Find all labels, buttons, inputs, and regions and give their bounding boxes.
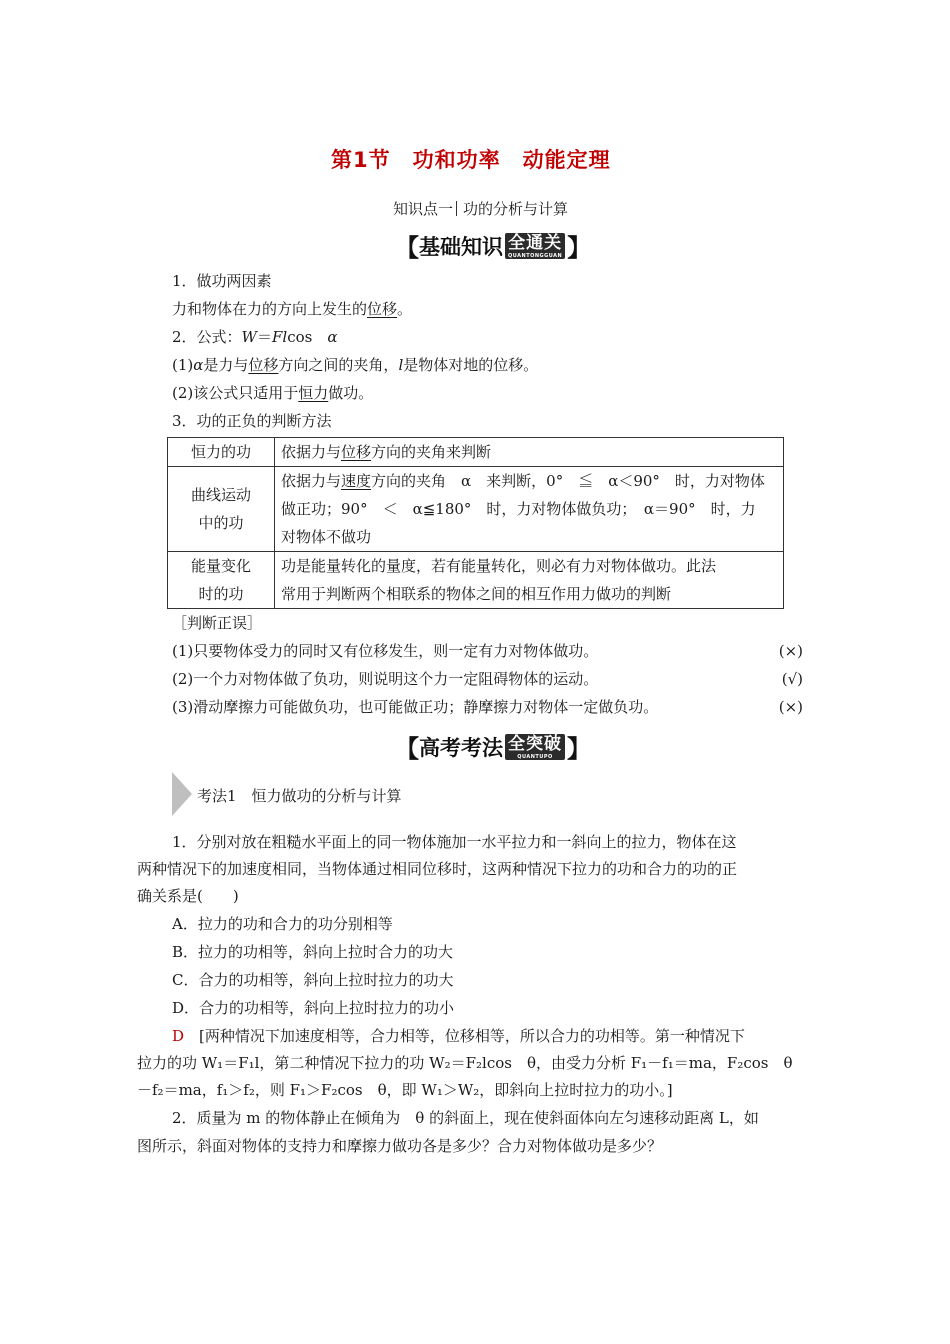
q1-line-1: 1．分别对放在粗糙水平面上的同一物体施加一水平拉力和一斜向上的拉力，物体在这 (172, 833, 737, 851)
basics-line-2: 力和物体在力的方向上发生的位移。 (172, 300, 413, 318)
basics-line-3-formula: 2．公式：W＝Flcos α (172, 328, 338, 346)
table-header-cell: 恒力的功 (168, 438, 275, 467)
basics-line-5: (2)该公式只适用于恒力做功。 (172, 384, 374, 402)
q1-explanation-line-3: －f₂＝ma，f₁＞f₂，则 F₁＞F₂cos θ，即 W₁＞W₂，即斜向上拉时拉力的功小。] (137, 1081, 673, 1099)
q2-line-1: 2．质量为 m 的物体静止在倾角为 θ 的斜面上，现在使斜面体向左匀速移动距离 L，如 (172, 1109, 759, 1127)
table-cell: 功是能量转化的量度，若有能量转化，则必有力对物体做功。此法 常用于判断两个相联系的物体之间的相互作用力做功的判断 (275, 552, 784, 609)
basics-line-6: 3．功的正负的判断方法 (172, 412, 332, 430)
table-row (168, 438, 784, 467)
table-row (168, 552, 784, 609)
judge-mark-3: (×) (778, 698, 803, 716)
triangle-marker-icon (172, 772, 192, 816)
knowledge-point-heading (393, 198, 568, 219)
q1-option-b: B．拉力的功相等，斜向上拉时合力的功大 (172, 943, 454, 961)
judge-mark-2: (√) (781, 670, 803, 688)
method-label: 考法1 恒力做功的分析与计算 (197, 787, 402, 805)
judge-item-3: (3)滑动摩擦力可能做负功，也可能做正功；静摩擦力对物体一定做负功。 (172, 698, 659, 716)
table-header-cell: 能量变化 时的功 (168, 552, 275, 609)
work-sign-table (167, 437, 784, 609)
q1-explanation-line-1: D [两种情况下加速度相等，合力相等，位移相等，所以合力的功相等。第一种情况下 (172, 1027, 745, 1045)
q1-option-a: A．拉力的功和合力的功分别相等 (172, 915, 393, 933)
section-banner-basics (395, 228, 591, 263)
q2-line-2: 图所示，斜面对物体的支持力和摩擦力做功各是多少？合力对物体做功是多少？ (137, 1137, 663, 1155)
banner-badge (505, 734, 565, 760)
judge-mark-1: (×) (778, 642, 803, 660)
method-heading (172, 772, 472, 816)
q1-line-3: 确关系是( ) (137, 887, 239, 905)
knowledge-point-prefix: 知识点一 (393, 200, 454, 218)
q1-option-d: D．合力的功相等，斜向上拉时拉力的功小 (172, 999, 455, 1017)
badge-main: 全突破 (508, 733, 562, 754)
divider (456, 201, 457, 216)
table-cell: 依据力与速度方向的夹角 α 来判断，0° ≦ α＜90° 时，力对物体 做正功；90° ＜ α≦180° 时，力对物体做负功； α＝90° 时，力 对物体不做功 (275, 467, 784, 552)
badge-main: 全通关 (508, 232, 563, 253)
q1-explanation-line-2: 拉力的功 W₁＝F₁l，第二种情况下拉力的功 W₂＝F₂lcos θ，由受力分析 F₁－f₁＝ma，F₂cos θ (137, 1054, 793, 1072)
badge-sub: QUANTONGGUAN (508, 252, 563, 259)
q1-answer: D (172, 1027, 185, 1045)
bracket-left: 【 (395, 735, 419, 763)
basics-line-4: (1)α是力与位移方向之间的夹角，l是物体对地的位移。 (172, 356, 539, 374)
judge-item-2: (2)一个力对物体做了负功，则说明这个力一定阻碍物体的运动。 (172, 670, 599, 688)
q1-line-2: 两种情况下的加速度相同，当物体通过相同位移时，这两种情况下拉力的功和合力的功的正 (137, 860, 738, 878)
knowledge-point-name: 功的分析与计算 (463, 200, 569, 218)
q1-option-c: C．合力的功相等，斜向上拉时拉力的功大 (172, 971, 454, 989)
table-header-cell: 曲线运动 中的功 (168, 467, 275, 552)
page-title: 第1节 功和功率 动能定理 (331, 148, 611, 172)
bracket-left: 【 (395, 234, 419, 262)
judge-label: ［判断正误］ (172, 614, 263, 632)
section-banner-methods (395, 729, 591, 764)
banner-text: 基础知识 (419, 234, 503, 259)
bracket-right: 】 (567, 735, 591, 763)
badge-sub: QUANTUPO (517, 753, 553, 760)
banner-badge (505, 233, 565, 259)
bracket-right: 】 (567, 234, 592, 262)
table-cell: 依据力与位移方向的夹角来判断 (275, 438, 784, 467)
table-row (168, 467, 784, 552)
basics-line-1: 1．做功两因素 (172, 272, 272, 290)
judge-item-1: (1)只要物体受力的同时又有位移发生，则一定有力对物体做功。 (172, 642, 599, 660)
banner-text: 高考考法 (419, 735, 503, 760)
